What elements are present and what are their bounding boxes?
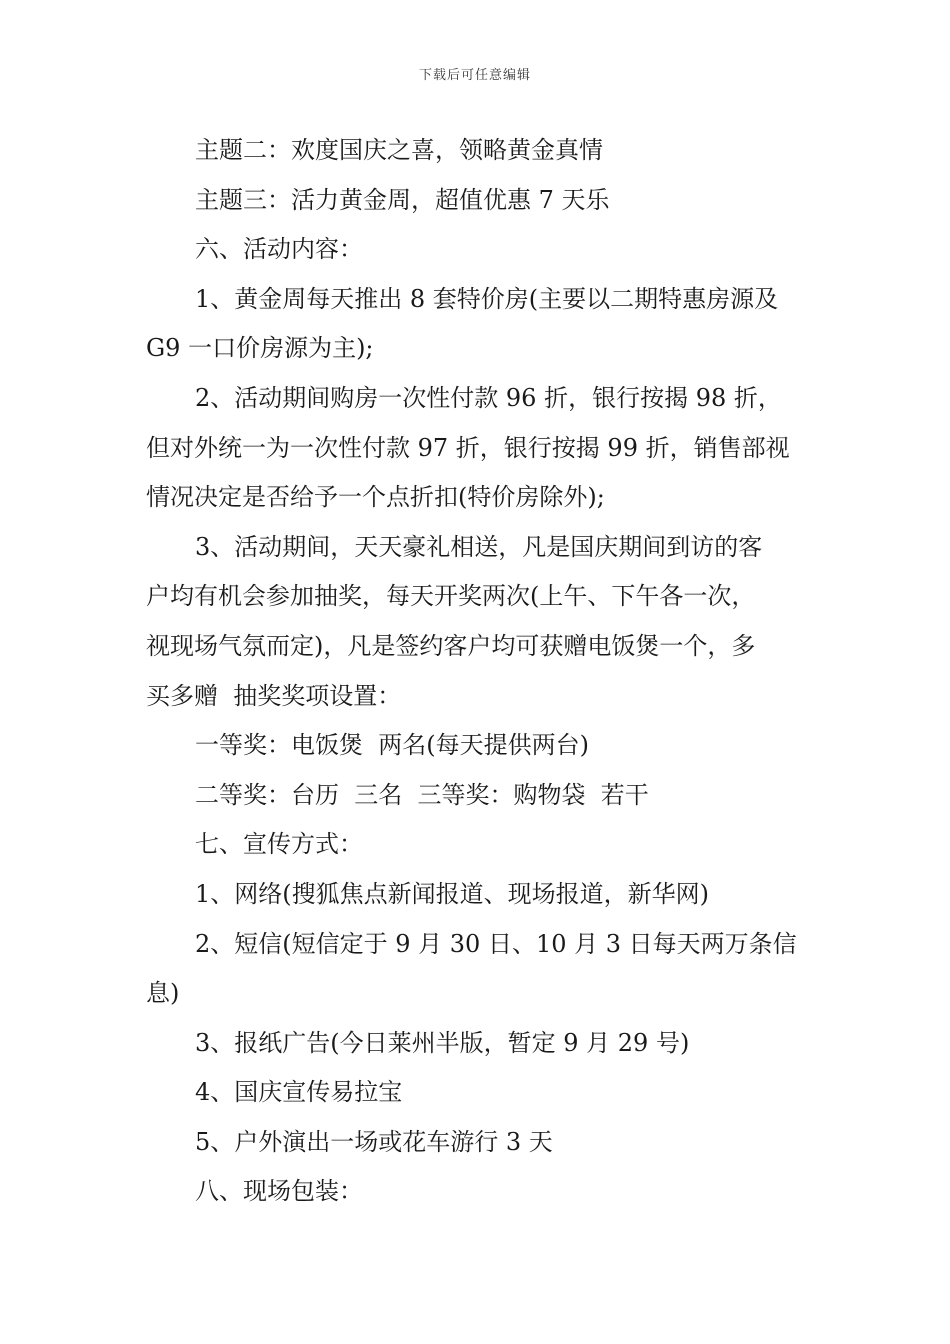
paragraph-line: 息) <box>146 979 180 1008</box>
paragraph-line: 二等奖：台历 三名 三等奖：购物袋 若干 <box>195 780 649 809</box>
paragraph-line: 情况决定是否给予一个点折扣(特价房除外); <box>146 483 605 512</box>
paragraph-line: 2、活动期间购房一次性付款 96 折，银行按揭 98 折， <box>195 383 782 412</box>
paragraph-line: 4、国庆宣传易拉宝 <box>195 1078 403 1107</box>
section-heading: 八、现场包装： <box>195 1177 363 1206</box>
section-heading: 六、活动内容： <box>195 235 363 264</box>
paragraph-line: 主题二：欢度国庆之喜，领略黄金真情 <box>195 136 603 164</box>
paragraph-line: 户均有机会参加抽奖，每天开奖两次(上午、下午各一次， <box>146 582 756 611</box>
paragraph-line: 一等奖：电饭煲 两名(每天提供两台) <box>195 731 589 760</box>
paragraph-line: 主题三：活力黄金周，超值优惠 7 天乐 <box>195 185 610 214</box>
document-body <box>146 126 810 1217</box>
page-header-note: 下载后可任意编辑 <box>418 68 531 83</box>
paragraph-line: 买多赠 抽奖奖项设置： <box>146 681 402 710</box>
paragraph-line: 视现场气氛而定)，凡是签约客户均可获赠电饭煲一个，多 <box>146 631 756 660</box>
paragraph-line: 1、网络(搜狐焦点新闻报道、现场报道，新华网) <box>195 879 709 908</box>
paragraph-line: 但对外统一为一次性付款 97 折，银行按揭 99 折，销售部视 <box>146 433 790 462</box>
paragraph-line: 2、短信(短信定于 9 月 30 日、10 月 3 日每天两万条信 <box>195 929 797 958</box>
section-heading: 七、宣传方式： <box>195 830 363 859</box>
paragraph-line: 5、户外演出一场或花车游行 3 天 <box>195 1127 553 1156</box>
paragraph-line: G9 一口价房源为主); <box>146 334 374 363</box>
paragraph-line: 1、黄金周每天推出 8 套特价房(主要以二期特惠房源及 <box>195 284 779 313</box>
paragraph-line: 3、活动期间，天天豪礼相送，凡是国庆期间到访的客 <box>195 532 763 561</box>
paragraph-line: 3、报纸广告(今日莱州半版，暂定 9 月 29 号) <box>195 1028 690 1057</box>
